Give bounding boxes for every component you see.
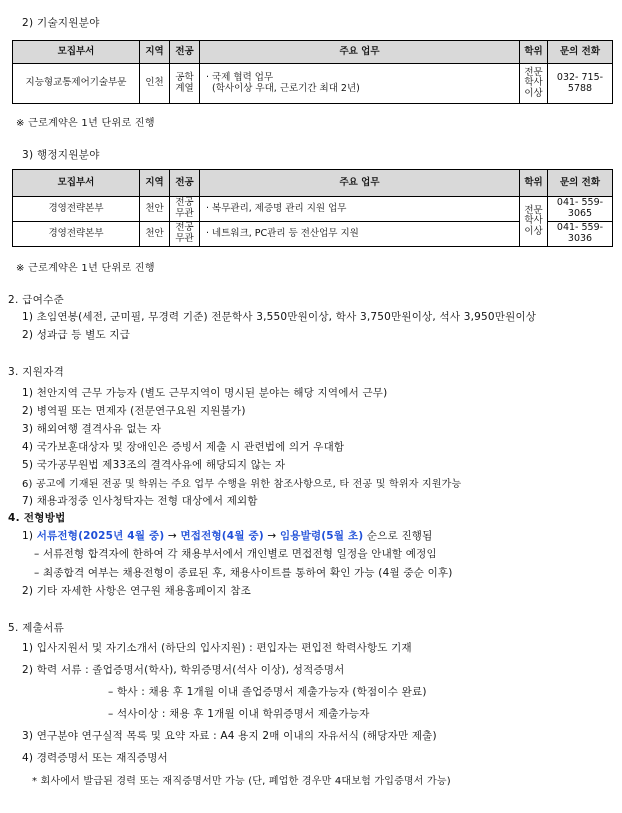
process-heading: 4. 전형방법	[8, 512, 66, 524]
cell-duty	[200, 64, 520, 104]
process-item: 2) 기타 자세한 사항은 연구원 채용홈페이지 참조	[22, 585, 251, 597]
qualification-item: 4) 국가보훈대상자 및 장애인은 증빙서 제출 시 관련법에 의거 우대함	[22, 441, 345, 453]
cell-dept: 경영전략본부	[13, 197, 140, 222]
admin-contract-note: ※ 근로계약은 1년 단위로 진행	[16, 263, 155, 274]
qualification-item: 6) 공고에 기재된 전공 및 학위는 주요 업무 수행을 위한 참조사항으로, 타 전공 및 학위자 지원가능	[22, 479, 462, 490]
col-header-degree: 학위	[520, 41, 548, 64]
documents-item: 4) 경력증명서 또는 재직증명서	[22, 752, 168, 764]
documents-sub-item: – 학사 : 채용 후 1개월 이내 졸업증명서 제출가능자 (학점이수 완료)	[108, 686, 427, 698]
qualification-item: 5) 국가공무원법 제33조의 결격사유에 해당되지 않는 자	[22, 459, 286, 471]
documents-item: 3) 연구분야 연구실적 목록 및 요약 자료 : A4 용지 2매 이내의 자유서식 (해당자만 제출)	[22, 730, 437, 742]
cell-major: 공학 계열	[170, 64, 200, 104]
cell-dept: 지능형교통제어기술부문	[13, 64, 140, 104]
step-appointment: 임용발령(5월 초)	[279, 530, 364, 542]
cell-region: 천안	[140, 222, 170, 247]
process-sub-item: – 서류전형 합격자에 한하여 각 채용부서에서 개인별로 면접전형 일정을 안내할 예정임	[34, 548, 437, 560]
documents-item: 2) 학력 서류 : 졸업증명서(학사), 학위증명서(석사 이상), 성적증명서	[22, 664, 345, 676]
salary-item: 1) 초임연봉(세전, 군미필, 무경력 기준) 전문학사 3,550만원이상, 학사 3,750만원이상, 석사 3,950만원이상	[22, 311, 537, 323]
tech-contract-note: ※ 근로계약은 1년 단위로 진행	[16, 118, 155, 129]
qualification-item: 7) 채용과정중 인사청탁자는 전형 대상에서 제외함	[22, 495, 258, 507]
process-steps	[22, 528, 433, 543]
table-header-row	[13, 41, 613, 64]
col-header-major: 전공	[170, 170, 200, 197]
process-suffix: 순으로 진행됨	[363, 530, 433, 542]
qualification-heading: 3. 지원자격	[8, 366, 65, 378]
col-header-phone: 문의 전화	[548, 170, 613, 197]
arrow-icon: →	[164, 530, 181, 542]
step-document-screening: 서류전형(2025년 4월 중)	[36, 530, 165, 542]
documents-sub-item: – 석사이상 : 채용 후 1개월 이내 학위증명서 제출가능자	[108, 708, 370, 720]
col-header-dept: 모집부서	[13, 41, 140, 64]
qualification-item: 1) 천안지역 근무 가능자 (별도 근무지역이 명시된 분야는 해당 지역에서 근무)	[22, 387, 388, 399]
documents-item: 1) 입사지원서 및 자기소개서 (하단의 입사지원) : 편입자는 편입전 학력사항도 기재	[22, 642, 412, 654]
cell-phone: 032- 715-5788	[548, 64, 613, 104]
col-header-region: 지역	[140, 170, 170, 197]
cell-duty: · 네트워크, PC관리 등 전산업무 지원	[200, 222, 520, 247]
arrow-icon: →	[263, 530, 280, 542]
cell-phone: 041- 559-3036	[548, 222, 613, 247]
cell-major: 전공 무관	[170, 222, 200, 247]
col-header-major: 전공	[170, 41, 200, 64]
duty-line: · 국제 협력 업무	[206, 71, 274, 83]
admin-recruit-table	[12, 169, 613, 247]
admin-section-heading: 3) 행정지원분야	[22, 149, 100, 161]
col-header-duty: 주요 업무	[200, 170, 520, 197]
col-header-dept: 모집부서	[13, 170, 140, 197]
cell-region: 천안	[140, 197, 170, 222]
cell-major: 전공 무관	[170, 197, 200, 222]
duty-detail: (학사이상 우대, 근로기간 최대 2년)	[212, 82, 360, 94]
qualification-item: 2) 병역필 또는 면제자 (전문연구요원 지원불가)	[22, 405, 246, 417]
qualification-item: 3) 해외여행 결격사유 없는 자	[22, 423, 162, 435]
tech-section-heading: 2) 기술지원분야	[22, 17, 100, 29]
cell-dept: 경영전략본부	[13, 222, 140, 247]
col-header-degree: 학위	[520, 170, 548, 197]
col-header-region: 지역	[140, 41, 170, 64]
documents-note: * 회사에서 발급된 경력 또는 재직증명서만 가능 (단, 폐업한 경우만 4대보험 가입증명서 가능)	[32, 776, 451, 787]
table-row	[13, 197, 613, 222]
process-prefix: 1)	[22, 530, 37, 542]
process-sub-item: – 최종합격 여부는 채용전형이 종료된 후, 채용사이트를 통하여 확인 가능 (4월 중순 이후)	[34, 567, 453, 579]
cell-phone: 041- 559-3065	[548, 197, 613, 222]
salary-item: 2) 성과급 등 별도 지급	[22, 329, 131, 341]
col-header-duty: 주요 업무	[200, 41, 520, 64]
documents-heading: 5. 제출서류	[8, 622, 65, 634]
cell-duty: · 복무관리, 제증명 관리 지원 업무	[200, 197, 520, 222]
table-header-row	[13, 170, 613, 197]
salary-heading: 2. 급여수준	[8, 294, 65, 306]
cell-degree: 전문 학사 이상	[520, 64, 548, 104]
cell-degree: 전문 학사 이상	[520, 197, 548, 247]
step-interview: 면접전형(4월 중)	[180, 530, 264, 542]
col-header-phone: 문의 전화	[548, 41, 613, 64]
cell-region: 인천	[140, 64, 170, 104]
table-row	[13, 64, 613, 104]
tech-recruit-table	[12, 40, 613, 104]
